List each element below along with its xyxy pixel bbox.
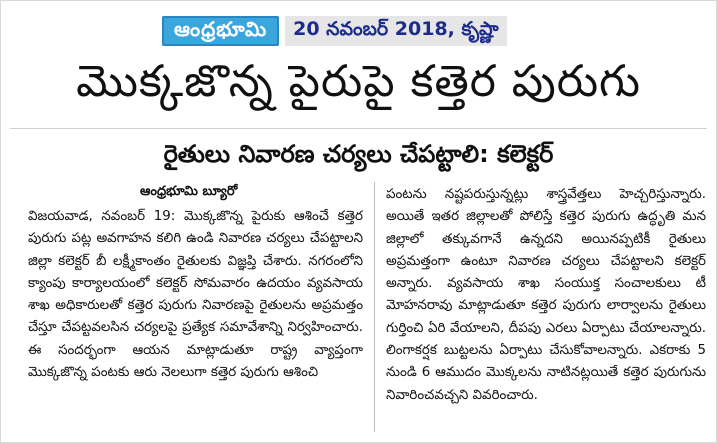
article-column-right: పంటను నష్టపరుస్తున్నట్లు శాస్త్రవేత్తలు హెచ్చరిస్తున్నారు. అయితే ఇతర జిల్లాలతో పోలిస్తే కత్తెర పురుగు ఉద్ధృతి మన జిల్లాలో తక్కువగానే ఉన్నదని అయినప్పటికీ రైతులు అప్రమత్తంగా ఉంటూ నివారణ చర్యలు చేపట్టాలని కలెక్టర్ అన్నారు. వ్యవసాయ శాఖ సంయుక్త సంచాలకులు టీ మోహనరావు మాట్లాడుతూ కత్తెర పురుగు లార్వాలను రైతులు గుర్తించి ఏరి వేయాలని, దీపపు ఎరలు ఏర్పాటు చేయాలన్నారు. లింగాకర్షక బుట్టలను ఏర్పాటు చేసుకోవాలన్నారు. ఎకరాకు 5 నుండి 6 ఆముదం మొక్కలను నాటినట్లయితే కత్తెర పురుగును నివారించవచ్చని వివరించారు. <box>386 187 706 403</box>
newspaper-logo: ఆంధ్రభూమి <box>162 16 279 46</box>
headline-divider <box>10 128 707 129</box>
date-edition-label: 20 నవంబర్ 2018, కృష్ణా <box>285 16 507 46</box>
article-column-left: విజయవాడ, నవంబర్ 19: మొక్కజొన్న పైరుకు ఆశించే కత్తెర పురుగు పట్ల అవగాహన కలిగి ఉండి నివారణ చర్యలు చేపట్టాలని జిల్లా కలెక్టర్ బీ లక్ష్మీకాంతం రైతులకు విజ్ఞప్తి చేశారు. నగరంలోని క్యాంపు కార్యాలయంలో కలెక్టర్ సోమవారం ఉదయం వ్యవసాయ శాఖ అధికారులతో కత్తెర పురుగు నివారణపై రైతులను అప్రమత్తం చేస్తూ చేపట్టవలసిన చర్యలపై ప్రత్యేక సమావేశాన్ని నిర్వహించారు. ఈ సందర్భంగా ఆయన మాట్లాడుతూ రాష్ట్ర వ్యాప్తంగా మొక్కజొన్న పంటకు ఆరు నెలలుగా కత్తెర పురుగు ఆశించి <box>28 209 363 381</box>
column-divider <box>374 182 375 432</box>
article-headline: మొక్కజొన్న పైరుపై కత్తెర పురుగు <box>76 56 641 107</box>
article-byline: ఆంధ్రభూమి బ్యూరో <box>140 184 238 199</box>
masthead <box>162 16 507 46</box>
article-subheadline: రైతులు నివారణ చర్యలు చేపట్టాలి: కలెక్టర్ <box>163 140 554 168</box>
